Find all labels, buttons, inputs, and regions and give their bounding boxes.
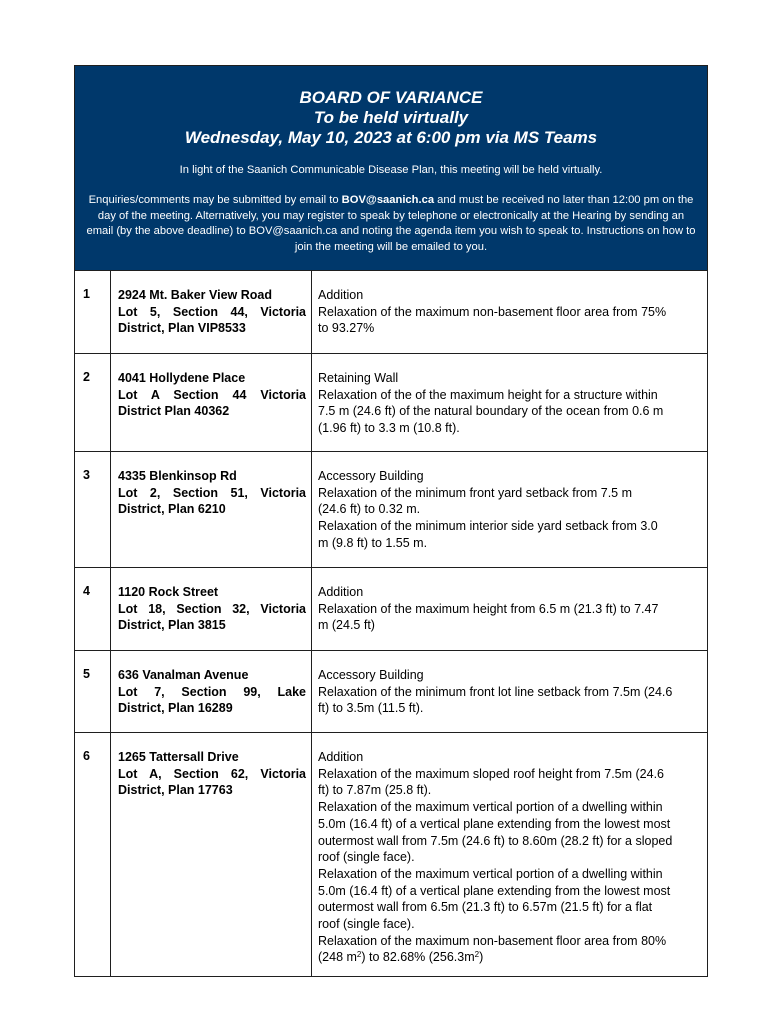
- detail-line: Relaxation of the maximum non-basement floor area from 75%: [318, 304, 667, 319]
- item-number: 6: [83, 749, 90, 763]
- detail-line: roof (single face).: [318, 850, 415, 865]
- item-address: [118, 468, 306, 518]
- detail-line: outermost wall from 7.5m (24.6 ft) to 8.60m (28.2 ft) for a sloped: [318, 833, 673, 848]
- item-description: [318, 667, 702, 717]
- detail-line: Relaxation of the maximum non-basement floor area from 80%: [318, 933, 667, 948]
- item-description: [318, 749, 702, 966]
- legal-description-cont: District, Plan 16289: [118, 701, 233, 716]
- item-description: [318, 287, 702, 337]
- item-address: [118, 287, 306, 337]
- item-description: [318, 370, 702, 437]
- legal-description-cont: District, Plan 3815: [118, 618, 226, 633]
- agenda-item-1: [75, 270, 707, 353]
- agenda-header: [75, 66, 707, 270]
- detail-line: Relaxation of the minimum interior side yard setback from 3.0: [318, 519, 658, 534]
- legal-description-cont: District, Plan 17763: [118, 783, 233, 798]
- variance-type: Retaining Wall: [318, 371, 399, 385]
- legal-description: Lot A Section 44 Victoria: [118, 387, 306, 402]
- variance-type: Accessory Building: [318, 668, 424, 682]
- detail-line: Relaxation of the maximum vertical portion of a dwelling within: [318, 866, 663, 881]
- agenda-item-3: [75, 451, 707, 567]
- meeting-date: Wednesday, May 10, 2023 at 6:00 pm via MS Teams: [184, 128, 598, 147]
- area-text-c: ): [479, 950, 484, 965]
- title-block: [75, 88, 707, 148]
- street-address: 1265 Tattersall Drive: [118, 750, 239, 764]
- item-number: 1: [83, 287, 90, 301]
- enquiries-text: [83, 193, 699, 255]
- variance-type: Addition: [318, 585, 364, 599]
- enquiries-intro: Enquiries/comments may be submitted by email to: [88, 194, 342, 206]
- detail-line: m (9.8 ft) to 1.55 m.: [318, 535, 428, 550]
- item-description: [318, 468, 702, 552]
- item-number: 5: [83, 667, 90, 681]
- legal-description: Lot 18, Section 32, Victoria: [118, 601, 306, 616]
- board-title: BOARD OF VARIANCE: [299, 88, 483, 107]
- detail-line: roof (single face).: [318, 917, 415, 932]
- legal-description: Lot 7, Section 99, Lake: [118, 684, 306, 699]
- legal-description: Lot 2, Section 51, Victoria: [118, 485, 306, 500]
- detail-line: Relaxation of the of the maximum height for a structure within: [318, 387, 658, 402]
- meeting-format: To be held virtually: [313, 108, 469, 127]
- detail-line: Relaxation of the maximum sloped roof height from 7.5m (24.6: [318, 766, 665, 781]
- legal-description: Lot 5, Section 44, Victoria: [118, 304, 306, 319]
- area-unit-sup-2: 2: [474, 950, 480, 960]
- detail-line: ft) to 7.87m (25.8 ft).: [318, 783, 432, 798]
- detail-line: (1.96 ft) to 3.3 m (10.8 ft).: [318, 421, 460, 436]
- area-text-a: (248 m: [318, 950, 357, 965]
- agenda-item-4: [75, 567, 707, 650]
- area-text-b: ) to 82.68% (256.3m: [361, 950, 475, 965]
- street-address: 2924 Mt. Baker View Road: [118, 288, 273, 302]
- email-link[interactable]: BOV@saanich.ca: [341, 194, 435, 206]
- street-address: 4335 Blenkinsop Rd: [118, 469, 237, 483]
- detail-line: ft) to 3.5m (11.5 ft).: [318, 701, 424, 716]
- detail-line: (24.6 ft) to 0.32 m.: [318, 502, 421, 517]
- detail-line-area: [318, 949, 702, 966]
- variance-type: Accessory Building: [318, 469, 424, 483]
- detail-line: 5.0m (16.4 ft) of a vertical plane extending from the lowest most: [318, 883, 671, 898]
- variance-type: Addition: [318, 750, 364, 764]
- area-unit-sup: 2: [356, 950, 362, 960]
- legal-description-cont: District Plan 40362: [118, 404, 230, 419]
- item-number: 2: [83, 370, 90, 384]
- item-address: [118, 584, 306, 634]
- detail-line: to 93.27%: [318, 321, 375, 336]
- item-address: [118, 370, 306, 420]
- item-address: [118, 749, 306, 799]
- detail-line: m (24.5 ft): [318, 618, 375, 633]
- agenda-item-6: [75, 732, 707, 976]
- agenda-item-2: [75, 353, 707, 451]
- street-address: 1120 Rock Street: [118, 585, 219, 599]
- agenda-document: [74, 65, 708, 977]
- street-address: 4041 Hollydene Place: [118, 371, 246, 385]
- legal-description-cont: District, Plan 6210: [118, 502, 226, 517]
- item-description: [318, 584, 702, 634]
- item-number: 4: [83, 584, 90, 598]
- enquiries-body: and must be received no later than 12:00 pm on the day of the meeting. Alternatively, you may register to speak by telephone or electronically at the Hearing by sending an email (by the above deadline) to BOV@saanich.ca and noting the agenda item you wish to speak to. Instructions on how to join the meeting will be emailed to you.: [86, 194, 696, 253]
- legal-description: Lot A, Section 62, Victoria: [118, 766, 306, 781]
- legal-description-cont: District, Plan VIP8533: [118, 321, 246, 336]
- agenda-item-5: [75, 650, 707, 732]
- detail-line: 7.5 m (24.6 ft) of the natural boundary of the ocean from 0.6 m: [318, 404, 664, 419]
- item-address: [118, 667, 306, 717]
- street-address: 636 Vanalman Avenue: [118, 668, 249, 682]
- detail-line: 5.0m (16.4 ft) of a vertical plane extending from the lowest most: [318, 816, 671, 831]
- detail-line: Relaxation of the minimum front yard setback from 7.5 m: [318, 485, 633, 500]
- detail-line: Relaxation of the maximum vertical portion of a dwelling within: [318, 800, 663, 815]
- detail-line: Relaxation of the minimum front lot line setback from 7.5m (24.6: [318, 684, 673, 699]
- notice-text: In light of the Saanich Communicable Disease Plan, this meeting will be held virtually.: [179, 164, 603, 176]
- item-number: 3: [83, 468, 90, 482]
- detail-line: outermost wall from 6.5m (21.3 ft) to 6.57m (21.5 ft) for a flat: [318, 900, 653, 915]
- detail-line: Relaxation of the maximum height from 6.5 m (21.3 ft) to 7.47: [318, 601, 659, 616]
- variance-type: Addition: [318, 288, 364, 302]
